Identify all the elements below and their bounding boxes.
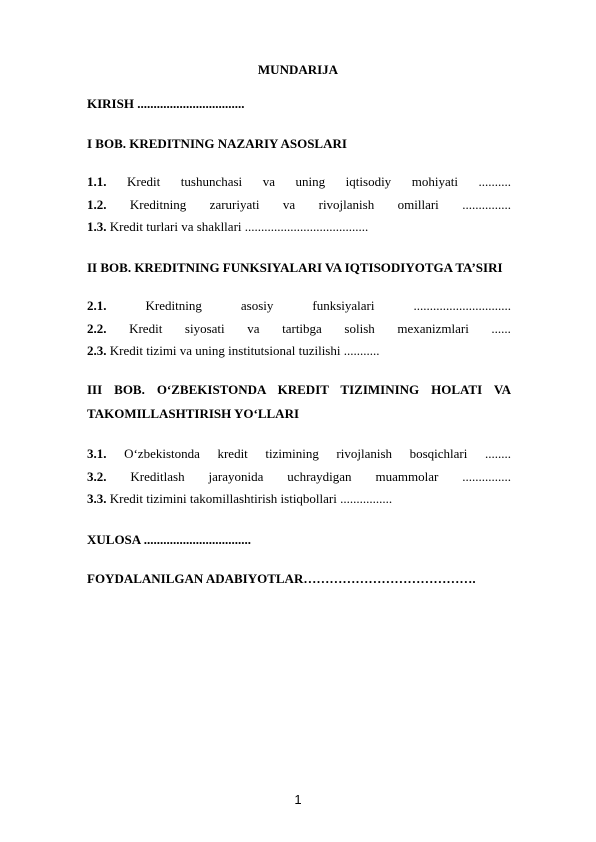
toc-word: mohiyati [411,174,458,189]
toc-word: Kreditning [145,298,202,313]
toc-item-3-2 [87,469,511,485]
toc-word: funksiyalari [312,298,375,313]
toc-word: omillari [397,197,439,212]
toc-word: uchraydigan [287,469,352,484]
toc-item-number: 3.2. [87,469,107,484]
toc-word: rivojlanish [336,446,393,461]
toc-word: Kredit [127,174,161,189]
toc-item-number: 2.3. [87,343,107,358]
toc-item-2-3 [87,343,511,359]
toc-item-1-2 [87,197,511,213]
toc-word: tushunchasi [180,174,243,189]
toc-item-text: Kredit tizimini takomillashtirish istiqbollari ................ [106,491,393,506]
toc-word: va [247,321,260,336]
toc-word: solish [344,321,375,336]
toc-word: va [282,197,296,212]
page-title: MUNDARIJA [257,62,339,77]
toc-word: Kredit [129,321,163,336]
toc-item-number: 3.3. [87,491,107,506]
toc-word: tartibga [282,321,322,336]
toc-chapter-2-heading: II BOB. KREDITNING FUNKSIYALARI VA IQTISODIYOTGA TA’SIRI [87,260,503,275]
toc-kirish: KIRISH ................................. [87,96,245,111]
toc-chapter-1-heading: I BOB. KREDITNING NAZARIY ASOSLARI [87,136,347,151]
toc-item-3-3 [87,491,511,507]
toc-xulosa: XULOSA ................................. [87,532,251,547]
toc-word: iqtisodiy [345,174,392,189]
toc-word: mexanizmlari [397,321,469,336]
toc-item-number: 1.2. [87,197,107,212]
toc-leader: ............... [462,469,511,484]
toc-word: zaruriyati [209,197,260,212]
toc-item-3-1 [87,446,511,462]
page-number: 1 [294,792,302,807]
toc-word: bosqichlari [409,446,468,461]
toc-word: Kreditning [129,197,187,212]
toc-word: O‘zbekistonda [124,446,200,461]
toc-word: kredit [217,446,248,461]
toc-chapter-3-heading: III BOB. O‘ZBEKISTONDA KREDIT TIZIMINING HOLATI VA TAKOMILLASHTIRISH YO‘LLARI [87,382,511,421]
toc-leader: ........ [484,446,511,461]
toc-item-number: 1.3. [87,219,107,234]
toc-item-text: Kredit tizimi va uning institutsional tuzilishi ........... [106,343,380,358]
toc-word: muammolar [375,469,439,484]
toc-leader: .............................. [413,298,511,313]
toc-item-1-3 [87,219,511,235]
toc-word: tizimining [265,446,319,461]
toc-item-number: 2.1. [87,298,107,313]
toc-item-text: Kredit turlari va shakllari ...................................... [106,219,369,234]
toc-leader: ...... [491,321,511,336]
toc-item-2-1 [87,298,511,314]
toc-references: FOYDALANILGAN ADABIYOTLAR…………………………………. [87,571,476,586]
toc-word: uning [295,174,326,189]
toc-item-number: 2.2. [87,321,107,336]
toc-word: rivojlanish [318,197,375,212]
toc-word: asosiy [240,298,274,313]
toc-leader: ............... [462,197,511,212]
toc-item-1-1 [87,174,511,190]
toc-word: siyosati [184,321,225,336]
toc-word: va [262,174,275,189]
toc-item-number: 3.1. [87,446,107,461]
toc-item-2-2 [87,321,511,337]
toc-item-number: 1.1. [87,174,107,189]
toc-leader: .......... [478,174,511,189]
toc-word: jarayonida [208,469,264,484]
toc-word: Kreditlash [130,469,185,484]
